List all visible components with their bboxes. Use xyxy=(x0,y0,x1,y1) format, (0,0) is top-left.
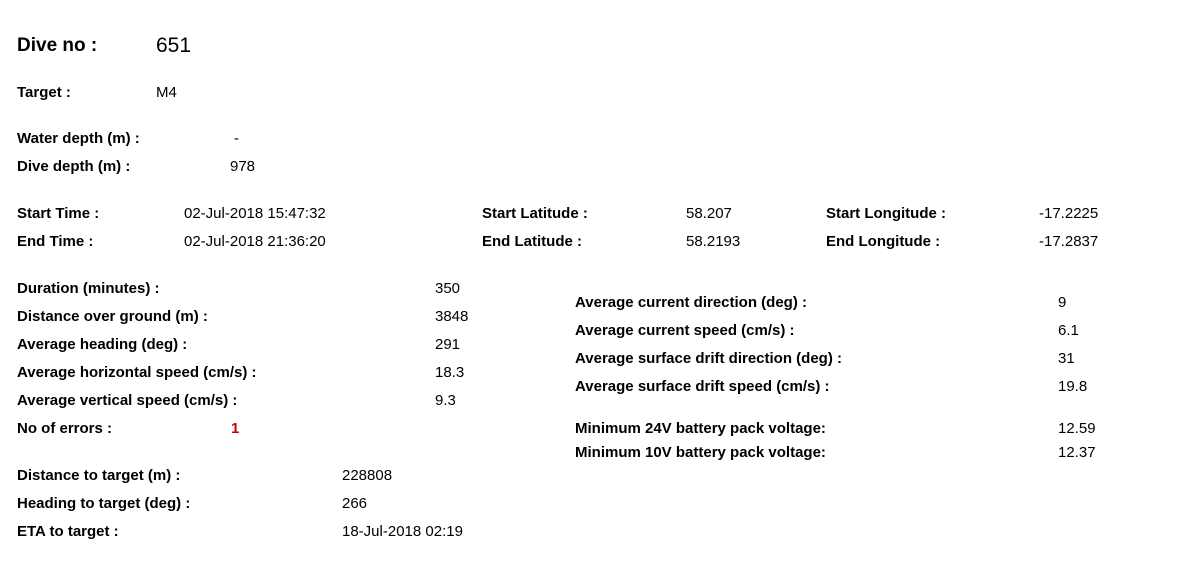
start-time-value: 02-Jul-2018 15:47:32 xyxy=(184,205,326,222)
average-heading-label: Average heading (deg) : xyxy=(17,336,188,353)
eta-to-target-label: ETA to target : xyxy=(17,523,119,540)
errors-label: No of errors : xyxy=(17,420,113,437)
distance-to-target-label: Distance to target (m) : xyxy=(17,467,181,484)
surface-drift-direction-value: 31 xyxy=(1058,350,1075,367)
end-longitude-label: End Longitude : xyxy=(826,233,941,250)
target-value: M4 xyxy=(156,84,177,101)
start-longitude-label: Start Longitude : xyxy=(826,205,946,222)
duration-label: Duration (minutes) : xyxy=(17,280,160,297)
start-time-label: Start Time : xyxy=(17,205,100,222)
distance-over-ground-value: 3848 xyxy=(435,308,469,325)
start-longitude-value: -17.2225 xyxy=(1039,205,1099,222)
end-longitude-value: -17.2837 xyxy=(1039,233,1099,250)
dive-depth-label: Dive depth (m) : xyxy=(17,158,131,175)
battery-24v-label: Minimum 24V battery pack voltage: xyxy=(575,420,826,437)
average-vertical-speed-value: 9.3 xyxy=(435,392,456,409)
end-time-label: End Time : xyxy=(17,233,94,250)
battery-10v-value: 12.37 xyxy=(1058,444,1096,461)
average-vertical-speed-label: Average vertical speed (cm/s) : xyxy=(17,392,238,409)
target-label: Target : xyxy=(17,84,71,101)
start-latitude-value: 58.207 xyxy=(686,205,732,222)
end-latitude-value: 58.2193 xyxy=(686,233,741,250)
current-speed-label: Average current speed (cm/s) : xyxy=(575,322,795,339)
distance-to-target-value: 228808 xyxy=(342,467,393,484)
end-time-value: 02-Jul-2018 21:36:20 xyxy=(184,233,326,250)
eta-to-target-value: 18-Jul-2018 02:19 xyxy=(342,523,463,540)
average-horizontal-speed-value: 18.3 xyxy=(435,364,465,381)
water-depth-label: Water depth (m) : xyxy=(17,130,140,147)
current-direction-label: Average current direction (deg) : xyxy=(575,294,807,311)
distance-over-ground-label: Distance over ground (m) : xyxy=(17,308,208,325)
heading-to-target-value: 266 xyxy=(342,495,368,512)
dive-depth-value: 978 xyxy=(230,158,256,175)
end-latitude-label: End Latitude : xyxy=(482,233,582,250)
battery-10v-label: Minimum 10V battery pack voltage: xyxy=(575,444,826,461)
average-heading-value: 291 xyxy=(435,336,461,353)
dive-no-label: Dive no : xyxy=(17,35,98,56)
heading-to-target-label: Heading to target (deg) : xyxy=(17,495,191,512)
current-speed-value: 6.1 xyxy=(1058,322,1079,339)
surface-drift-direction-label: Average surface drift direction (deg) : xyxy=(575,350,842,367)
duration-value: 350 xyxy=(435,280,461,297)
dive-no-value: 651 xyxy=(156,34,192,57)
water-depth-value: - xyxy=(234,130,239,147)
current-direction-value: 9 xyxy=(1058,294,1067,311)
average-horizontal-speed-label: Average horizontal speed (cm/s) : xyxy=(17,364,257,381)
surface-drift-speed-label: Average surface drift speed (cm/s) : xyxy=(575,378,830,395)
errors-value: 1 xyxy=(231,420,240,437)
surface-drift-speed-value: 19.8 xyxy=(1058,378,1088,395)
start-latitude-label: Start Latitude : xyxy=(482,205,588,222)
battery-24v-value: 12.59 xyxy=(1058,420,1096,437)
